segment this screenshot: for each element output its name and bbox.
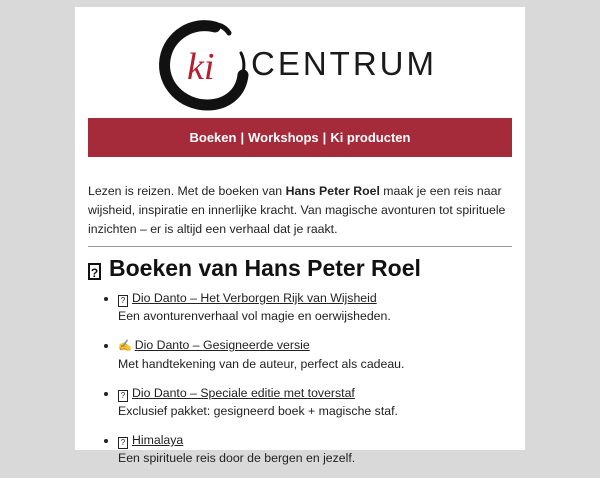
- book-description: Met handtekening van de auteur, perfect als cadeau.: [118, 357, 405, 371]
- book-link[interactable]: Dio Danto – Gesigneerde versie: [134, 338, 310, 352]
- book-description: Exclusief pakket: gesigneerd boek + magische staf.: [118, 404, 398, 418]
- ki-centrum-logo[interactable]: [153, 13, 443, 113]
- ki-mark: ki: [187, 46, 215, 88]
- list-item: [118, 431, 512, 467]
- intro-paragraph: [88, 182, 512, 239]
- nav-link-workshops[interactable]: Workshops: [248, 130, 319, 145]
- book-link[interactable]: Dio Danto – Speciale editie met toverstaf: [132, 386, 355, 400]
- nav-link-ki-producten[interactable]: Ki producten: [330, 130, 411, 145]
- intro-text-end: maak je een reis naar wijsheid, inspiratie en innerlijke kracht. Van magische avonturen tot spirituele inzichten – er is altijd een verhaal dat je raakt.: [88, 184, 506, 236]
- nav-bar: [88, 118, 512, 157]
- signature-icon: ✍: [118, 340, 132, 352]
- section-heading: [88, 253, 421, 283]
- enso-brush-icon: [153, 13, 253, 113]
- intro-author: Hans Peter Roel: [285, 184, 380, 198]
- list-item: [118, 336, 512, 373]
- book-link[interactable]: Himalaya: [132, 433, 184, 447]
- logo-wordmark: CENTRUM: [251, 45, 437, 82]
- book-description: Een avonturenverhaal vol magie en oerwijsheden.: [118, 309, 391, 323]
- nav-separator: |: [240, 130, 245, 145]
- list-item: [118, 384, 512, 420]
- divider: [88, 246, 512, 247]
- mountain-icon: ?: [118, 437, 128, 449]
- nav-link-boeken[interactable]: Boeken: [189, 130, 237, 145]
- nav-separator: |: [322, 130, 327, 145]
- list-item: [118, 289, 512, 325]
- newsletter-sheet: [75, 7, 525, 465]
- magic-wand-icon: ?: [118, 390, 128, 402]
- intro-text-start: Lezen is reizen. Met de boeken van: [88, 184, 286, 198]
- book-list: [88, 289, 512, 478]
- book-description: Een spirituele reis door de bergen en jezelf.: [118, 451, 356, 465]
- book-link[interactable]: Dio Danto – Het Verborgen Rijk van Wijsheid: [132, 291, 377, 305]
- book-icon: ?: [88, 263, 101, 280]
- book-icon: ?: [118, 295, 128, 307]
- section-heading-text: Boeken van Hans Peter Roel: [109, 255, 421, 281]
